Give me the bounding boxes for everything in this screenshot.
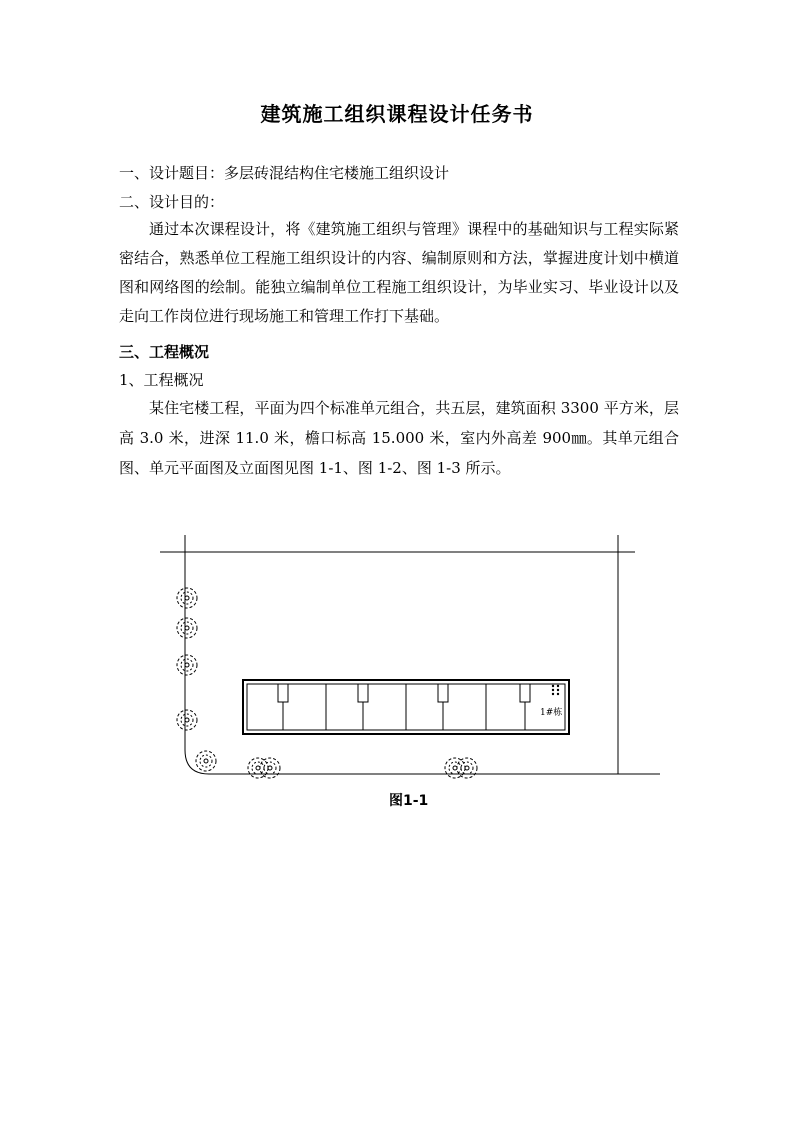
- paragraph-project-overview: 某住宅楼工程，平面为四个标准单元组合，共五层，建筑面积 3300 平方米，层高 3.0 米，进深 11.0 米，檐口标高 15.000 米，室内外高差 900㎜。其单元组合图、单元平面图及立面图见图 1-1、图 1-2、图 1-3 所示。: [119, 399, 679, 477]
- tree-icon: [177, 655, 197, 675]
- section-design-purpose: 二、设计目的：: [119, 193, 225, 211]
- tree-icon: [177, 618, 197, 638]
- subsection-project-overview: 1、工程概况: [119, 371, 204, 389]
- tree-icon: [260, 758, 280, 778]
- site-boundary: [160, 535, 660, 774]
- figure-caption: 图1-1: [389, 793, 429, 809]
- paragraph-design-purpose: 通过本次课程设计，将《建筑施工组织与管理》课程中的基础知识与工程实际紧密结合，熟悉单位工程施工组织设计的内容、编制原则和方法，掌握进度计划中横道图和网络图的绘制。能独立编制单位工程施工组织设计，为毕业实习、毕业设计以及走向工作岗位进行现场施工和管理工作打下基础。: [119, 220, 679, 325]
- site-plan-figure: [160, 530, 660, 790]
- tree-icon: [196, 751, 216, 771]
- tree-icon: [177, 588, 197, 608]
- tree-icon: [177, 710, 197, 730]
- tree-icon: [457, 758, 477, 778]
- section-design-topic: 一、设计题目：多层砖混结构住宅楼施工组织设计: [119, 164, 450, 182]
- tree-icon: [445, 758, 465, 778]
- tree-icon: [248, 758, 268, 778]
- building-block: [243, 680, 569, 734]
- section-project-overview: 三、工程概况: [119, 343, 210, 361]
- building-label: 1#栋: [540, 708, 563, 718]
- tree-icons: [177, 588, 477, 778]
- document-title: 建筑施工组织课程设计任务书: [260, 102, 534, 126]
